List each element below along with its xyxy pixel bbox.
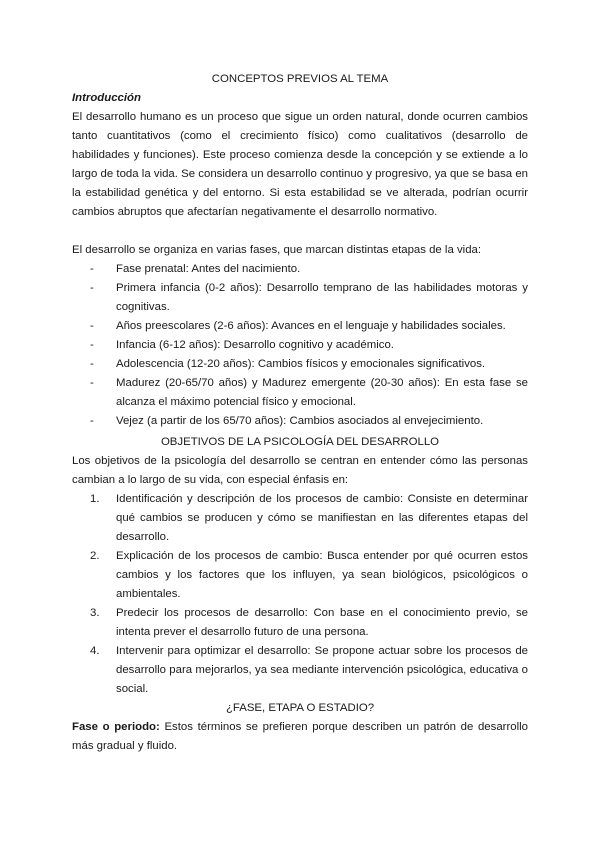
list-item: - Años preescolares (2-6 años): Avances en el lenguaje y habilidades sociales. xyxy=(116,317,528,336)
stage-title: ¿FASE, ETAPA O ESTADIO? xyxy=(225,702,375,714)
objectives-list xyxy=(72,490,528,699)
list-item: - Adolescencia (12-20 años): Cambios físicos y emocionales significativos. xyxy=(116,355,528,374)
phases-intro: El desarrollo se organiza en varias fases, que marcan distintas etapas de la vida: xyxy=(72,244,482,256)
list-item xyxy=(90,642,528,699)
list-text: Intervenir para optimizar el desarrollo: Se propone actuar sobre los procesos de desarrollo para mejorarlos, ya sea mediante intervención psicológica, educativa o social. xyxy=(116,645,528,695)
objectives-title: OBJETIVOS DE LA PSICOLOGÍA DEL DESARROLLO xyxy=(160,436,440,448)
list-item: - Primera infancia (0-2 años): Desarrollo temprano de las habilidades motoras y cognitivas. xyxy=(116,279,528,317)
list-number: 3. xyxy=(90,607,100,619)
list-number: 4. xyxy=(90,645,100,657)
phase-definition-paragraph xyxy=(72,718,528,756)
objectives-intro: Los objetivos de la psicología del desarrollo se centran en entender cómo las personas cambian a lo largo de su vida, con especial énfasis en: xyxy=(72,455,528,486)
list-item xyxy=(90,490,528,547)
list-item: - Infancia (6-12 años): Desarrollo cognitivo y académico. xyxy=(116,336,528,355)
list-item: - Fase prenatal: Antes del nacimiento. xyxy=(116,260,528,279)
list-number: 1. xyxy=(90,493,100,505)
list-item xyxy=(90,547,528,604)
intro-heading: Introducción xyxy=(72,92,141,104)
list-item: - Vejez (a partir de los 65/70 años): Cambios asociados al envejecimiento. xyxy=(116,412,528,431)
list-text: Identificación y descripción de los procesos de cambio: Consiste en determinar qué cambios se producen y cómo se manifiestan en las diferentes etapas del desarrollo. xyxy=(116,493,528,543)
spacer xyxy=(72,222,528,241)
list-item xyxy=(90,604,528,642)
phase-term: Fase o periodo: xyxy=(72,721,160,733)
page-title: CONCEPTOS PREVIOS AL TEMA xyxy=(211,73,389,85)
list-number: 2. xyxy=(90,550,100,562)
phase-definition: Estos términos se prefieren porque describen un patrón de desarrollo más gradual y fluido. xyxy=(72,721,528,752)
phases-list xyxy=(72,260,528,431)
intro-paragraph: El desarrollo humano es un proceso que sigue un orden natural, donde ocurren cambios tanto cuantitativos (como el crecimiento físico) como cualitativos (desarrollo de habilidades y funciones). Este proceso comienza desde la concepción y se extiende a lo largo de toda la vida. Se considera un desarrollo continuo y progresivo, ya que se basa en la estabilidad genética y del entorno. Si esta estabilidad se ve alterada, podrían ocurrir cambios abruptos que afectarían negativamente el desarrollo normativo. xyxy=(72,111,528,218)
list-item: - Madurez (20-65/70 años) y Madurez emergente (20-30 años): En esta fase se alcanza el máximo potencial físico y emocional. xyxy=(116,374,528,412)
list-text: Explicación de los procesos de cambio: Busca entender por qué ocurren estos cambios y los factores que los influyen, ya sean biológicos, psicológicos o ambientales. xyxy=(116,550,528,600)
list-text: Predecir los procesos de desarrollo: Con base en el conocimiento previo, se intenta prever el desarrollo futuro de una persona. xyxy=(116,607,528,638)
